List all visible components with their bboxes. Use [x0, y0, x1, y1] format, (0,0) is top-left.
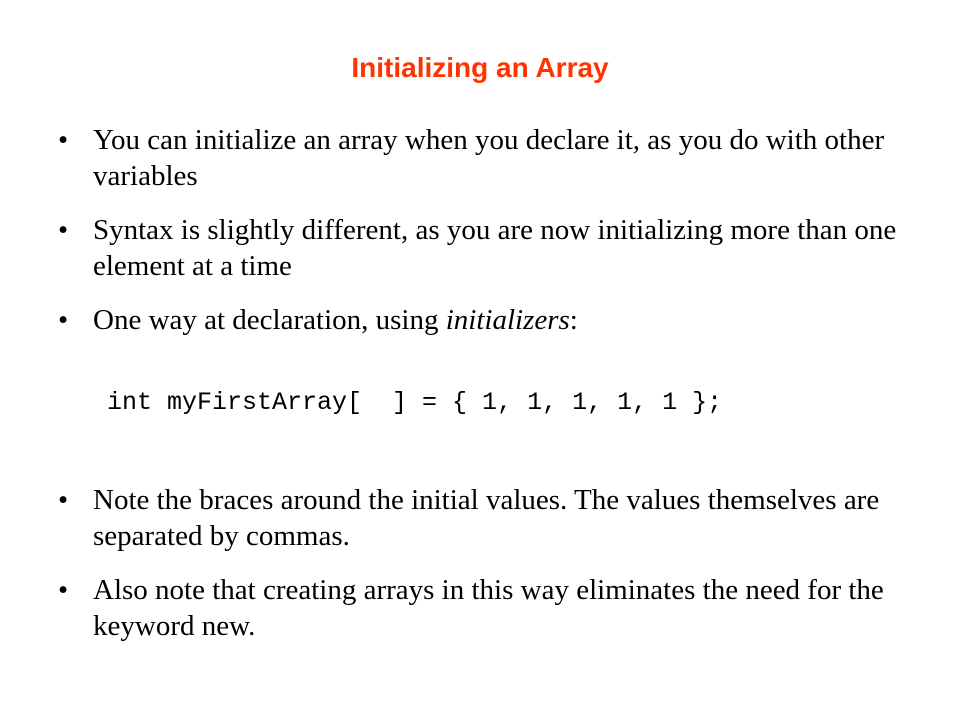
bullet-text-3-start: One way at declaration, using — [93, 304, 446, 336]
bullet-item-4 — [58, 482, 918, 554]
bullet-point-icon: • — [58, 574, 69, 606]
bullet-text-3-end: : — [569, 304, 578, 336]
bullet-item-2 — [58, 212, 918, 284]
bullet-text-2: Syntax is slightly different, as you are now initializing more than one element at a time — [93, 214, 897, 282]
bullet-point-icon: • — [58, 304, 69, 336]
slide-title: Initializing an Array — [351, 52, 609, 83]
bullet-text-4: Note the braces around the initial values. The values themselves are separated by commas. — [93, 484, 880, 552]
bullet-text-3 — [93, 302, 918, 338]
bullet-item-1 — [58, 122, 918, 194]
bullet-text-5: Also note that creating arrays in this way eliminates the need for the keyword new. — [93, 574, 884, 642]
bullet-point-icon: • — [58, 214, 69, 246]
bullet-text-1: You can initialize an array when you declare it, as you do with other variables — [93, 124, 885, 192]
initializers-term: initializers — [445, 304, 570, 336]
code-example: int myFirstArray[ ] = { 1, 1, 1, 1, 1 }; — [107, 388, 723, 417]
bullet-point-icon: • — [58, 124, 69, 156]
bullet-point-icon: • — [58, 484, 69, 516]
bullet-item-5 — [58, 572, 918, 644]
bullet-item-3 — [58, 302, 918, 338]
